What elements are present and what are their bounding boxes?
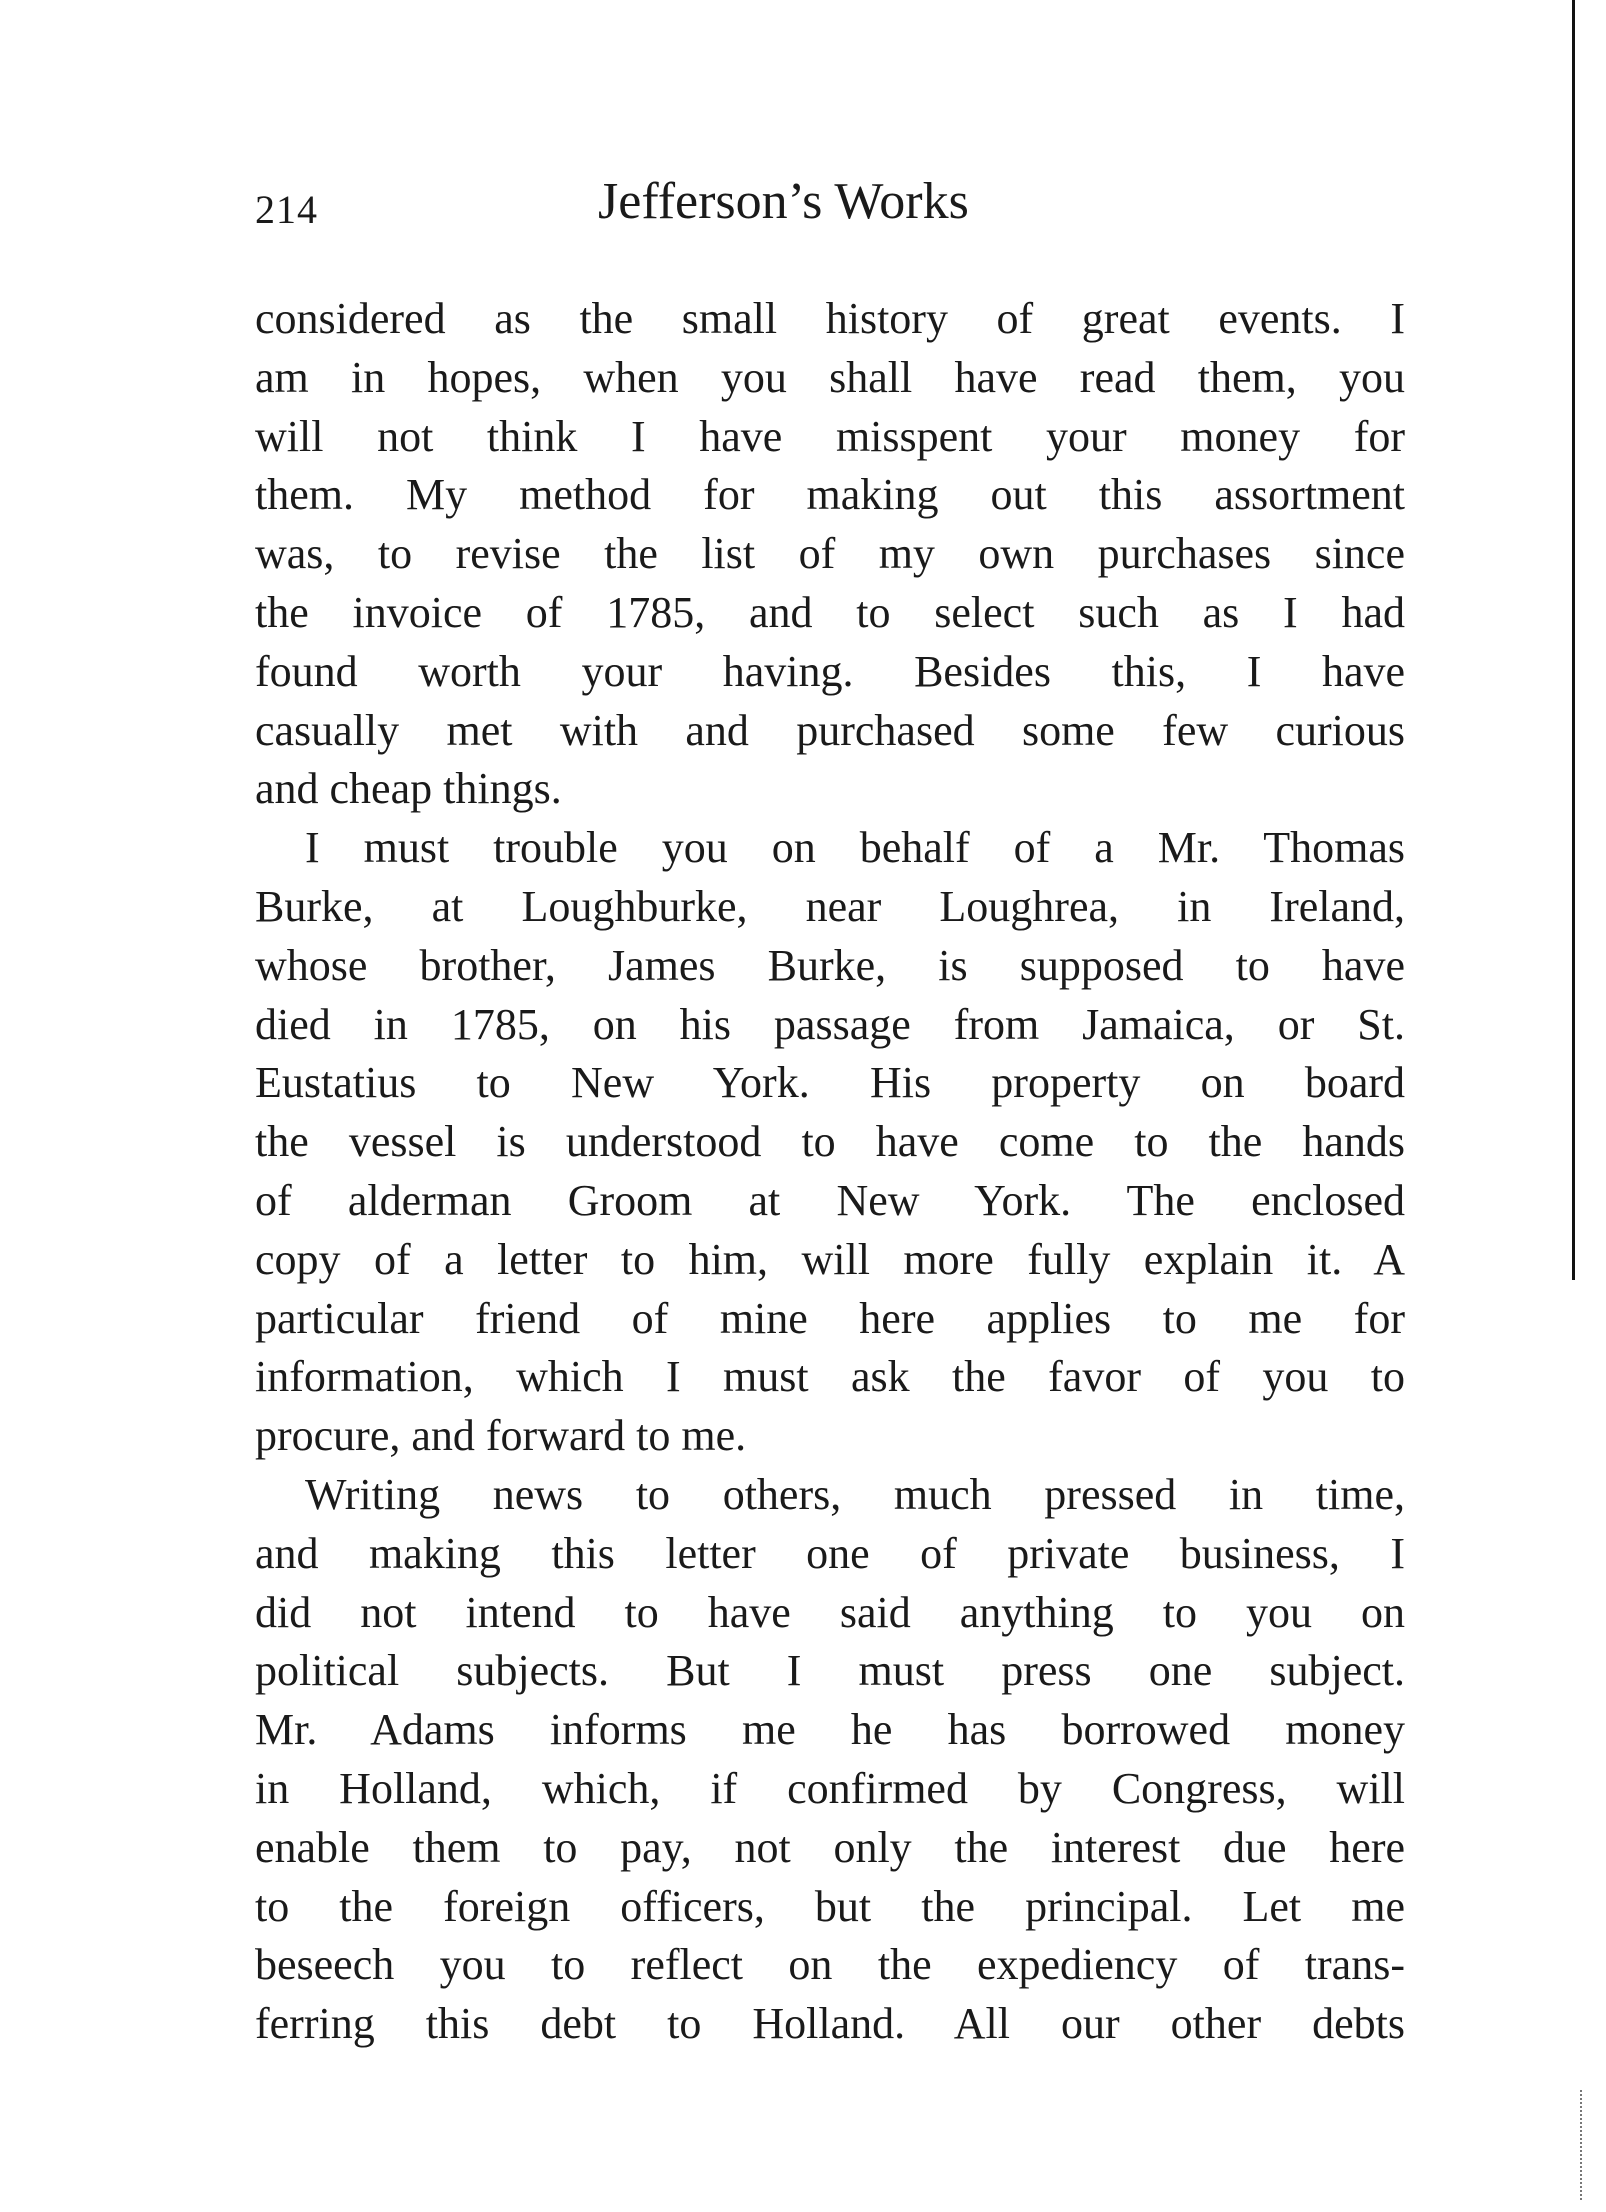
text-line: the invoice of 1785, and to select such as I had <box>255 587 1405 637</box>
text-line: information, which I must ask the favor of you to <box>255 1352 1405 1402</box>
text-line: ferring this debt to Holland. All our other debts <box>255 1999 1405 2049</box>
page-edge-line <box>1572 0 1575 1280</box>
text-line: in Holland, which, if confirmed by Congress, will <box>255 1763 1405 1813</box>
text-line: Burke, at Loughburke, near Loughrea, in Ireland, <box>255 881 1405 931</box>
text-line: of alderman Groom at New York. The enclosed <box>255 1175 1405 1225</box>
text-line: Mr. Adams informs me he has borrowed money <box>255 1705 1405 1755</box>
text-line: political subjects. But I must press one subject. <box>255 1646 1405 1696</box>
text-line: I must trouble you on behalf of a Mr. Thomas <box>305 823 1405 873</box>
text-line: and cheap things. <box>255 764 562 814</box>
text-line: particular friend of mine here applies to me for <box>255 1293 1405 1343</box>
text-line: them. My method for making out this assortment <box>255 470 1405 520</box>
text-line: Writing news to others, much pressed in time, <box>305 1469 1405 1519</box>
text-line: am in hopes, when you shall have read them, you <box>255 352 1405 402</box>
page-header <box>255 172 1405 242</box>
text-line: considered as the small history of great events. I <box>255 294 1405 343</box>
text-line: copy of a letter to him, will more fully explain it. A <box>255 1234 1405 1284</box>
paragraph <box>255 819 1405 1466</box>
text-line: the vessel is understood to have come to the hands <box>255 1117 1405 1167</box>
text-line: found worth your having. Besides this, I have <box>255 646 1405 696</box>
text-line: enable them to pay, not only the interest due here <box>255 1822 1405 1872</box>
page-edge-marks <box>1580 2090 1584 2200</box>
paragraph <box>255 290 1405 819</box>
text-line: died in 1785, on his passage from Jamaica, or St. <box>255 999 1405 1049</box>
text-line: to the foreign officers, but the principal. Let me <box>255 1881 1405 1931</box>
text-line: whose brother, James Burke, is supposed to have <box>255 940 1405 990</box>
text-line: beseech you to reflect on the expediency of trans- <box>255 1940 1405 1990</box>
text-line: will not think I have misspent your money for <box>255 411 1405 461</box>
page-number: 214 <box>255 187 318 232</box>
text-line: did not intend to have said anything to you on <box>255 1587 1405 1637</box>
text-line: was, to revise the list of my own purchases since <box>255 529 1405 579</box>
running-title: Jefferson’s Works <box>598 173 969 230</box>
text-line: Eustatius to New York. His property on board <box>255 1058 1405 1108</box>
text-line: and making this letter one of private business, I <box>255 1528 1405 1578</box>
paragraph <box>255 1466 1405 2054</box>
text-line: procure, and forward to me. <box>255 1411 747 1461</box>
text-line: casually met with and purchased some few curious <box>255 705 1405 755</box>
body-text <box>255 290 1405 2054</box>
